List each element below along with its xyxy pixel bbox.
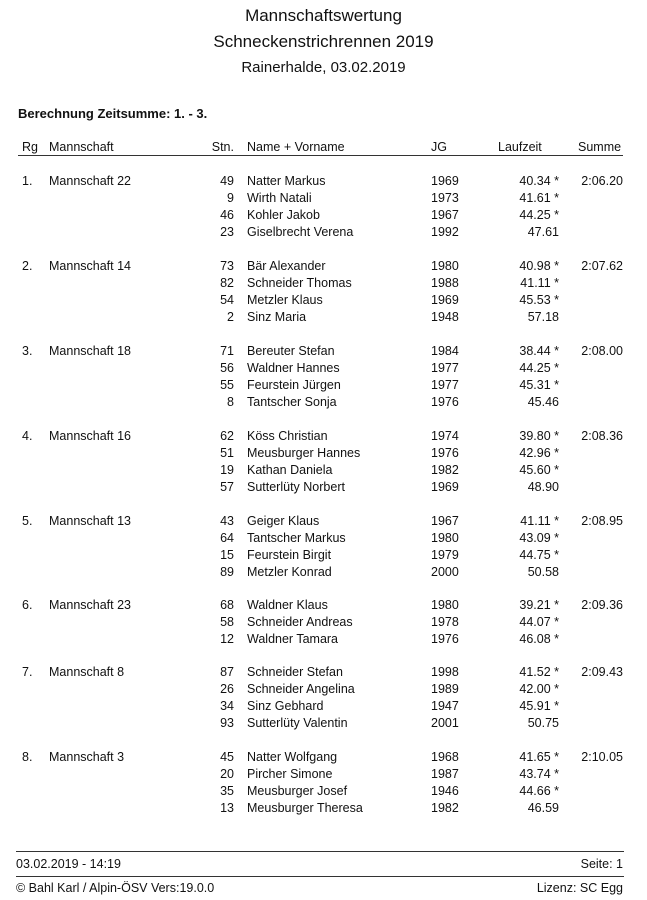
run-time: 50.58 <box>527 565 559 579</box>
athlete-name: Kohler Jakob <box>247 208 320 222</box>
table-row <box>0 446 647 463</box>
table-row <box>0 632 647 649</box>
team-block <box>0 750 647 818</box>
team-name: Mannschaft 3 <box>49 750 125 764</box>
run-time: 41.52 * <box>519 665 559 679</box>
athlete-name: Giselbrecht Verena <box>247 225 354 239</box>
birth-year: 1988 <box>431 276 459 290</box>
start-number: 57 <box>220 480 234 494</box>
birth-year: 1968 <box>431 750 459 764</box>
team-rank: 2. <box>22 259 33 273</box>
start-number: 51 <box>220 446 234 460</box>
start-number: 89 <box>220 565 234 579</box>
table-row <box>0 548 647 565</box>
table-row <box>0 598 647 615</box>
team-total: 2:10.05 <box>581 750 623 764</box>
birth-year: 1974 <box>431 429 459 443</box>
team-rank: 4. <box>22 429 33 443</box>
athlete-name: Schneider Angelina <box>247 682 355 696</box>
run-time: 44.75 * <box>519 548 559 562</box>
run-time: 45.91 * <box>519 699 559 713</box>
athlete-name: Sutterlüty Valentin <box>247 716 348 730</box>
column-header-start-number: Stn. <box>211 140 234 154</box>
birth-year: 1998 <box>431 665 459 679</box>
start-number: 34 <box>220 699 234 713</box>
run-time: 43.74 * <box>519 767 559 781</box>
column-header-team: Mannschaft <box>49 140 114 154</box>
birth-year: 1967 <box>431 208 459 222</box>
athlete-name: Metzler Klaus <box>247 293 323 307</box>
athlete-name: Tantscher Markus <box>247 531 346 545</box>
print-datetime: 03.02.2019 - 14:19 <box>16 857 121 871</box>
team-total: 2:08.00 <box>581 344 623 358</box>
birth-year: 1987 <box>431 767 459 781</box>
table-row <box>0 225 647 242</box>
column-header-row <box>0 140 647 156</box>
team-block <box>0 429 647 497</box>
run-time: 40.34 * <box>519 174 559 188</box>
start-number: 13 <box>220 801 234 815</box>
athlete-name: Natter Markus <box>247 174 326 188</box>
team-total: 2:08.95 <box>581 514 623 528</box>
athlete-name: Sinz Gebhard <box>247 699 324 713</box>
birth-year: 1984 <box>431 344 459 358</box>
run-time: 39.21 * <box>519 598 559 612</box>
birth-year: 1980 <box>431 259 459 273</box>
team-total: 2:06.20 <box>581 174 623 188</box>
column-header-total: Summe <box>578 140 622 154</box>
athlete-name: Feurstein Birgit <box>247 548 332 562</box>
table-row <box>0 259 647 276</box>
start-number: 62 <box>220 429 234 443</box>
table-row <box>0 429 647 446</box>
run-time: 45.53 * <box>519 293 559 307</box>
start-number: 56 <box>220 361 234 375</box>
team-block <box>0 344 647 412</box>
athlete-name: Geiger Klaus <box>247 514 320 528</box>
table-row <box>0 615 647 632</box>
start-number: 23 <box>220 225 234 239</box>
start-number: 15 <box>220 548 234 562</box>
athlete-name: Meusburger Hannes <box>247 446 361 460</box>
start-number: 55 <box>220 378 234 392</box>
team-name: Mannschaft 14 <box>49 259 131 273</box>
team-name: Mannschaft 13 <box>49 514 131 528</box>
run-time: 41.65 * <box>519 750 559 764</box>
birth-year: 1977 <box>431 378 459 392</box>
team-total: 2:09.36 <box>581 598 623 612</box>
run-time: 48.90 <box>527 480 559 494</box>
start-number: 49 <box>220 174 234 188</box>
table-row <box>0 174 647 191</box>
athlete-name: Waldner Hannes <box>247 361 340 375</box>
start-number: 45 <box>220 750 234 764</box>
run-time: 39.80 * <box>519 429 559 443</box>
athlete-name: Tantscher Sonja <box>247 395 337 409</box>
location-date: Rainerhalde, 03.02.2019 <box>241 59 406 76</box>
athlete-name: Meusburger Josef <box>247 784 348 798</box>
athlete-name: Sinz Maria <box>247 310 307 324</box>
team-name: Mannschaft 16 <box>49 429 131 443</box>
start-number: 93 <box>220 716 234 730</box>
run-time: 45.31 * <box>519 378 559 392</box>
table-row <box>0 565 647 582</box>
birth-year: 1946 <box>431 784 459 798</box>
table-row <box>0 682 647 699</box>
athlete-name: Bereuter Stefan <box>247 344 335 358</box>
run-time: 41.61 * <box>519 191 559 205</box>
team-total: 2:07.62 <box>581 259 623 273</box>
athlete-name: Pircher Simone <box>247 767 333 781</box>
run-time: 45.46 <box>527 395 559 409</box>
team-block <box>0 259 647 327</box>
table-row <box>0 480 647 497</box>
run-time: 41.11 * <box>520 276 559 290</box>
athlete-name: Bär Alexander <box>247 259 326 273</box>
start-number: 26 <box>220 682 234 696</box>
table-row <box>0 531 647 548</box>
run-time: 41.11 * <box>520 514 559 528</box>
athlete-name: Köss Christian <box>247 429 328 443</box>
table-row <box>0 310 647 327</box>
team-rank: 5. <box>22 514 33 528</box>
table-row <box>0 276 647 293</box>
start-number: 46 <box>220 208 234 222</box>
athlete-name: Kathan Daniela <box>247 463 333 477</box>
team-rank: 1. <box>22 174 33 188</box>
birth-year: 2001 <box>431 716 459 730</box>
athlete-name: Feurstein Jürgen <box>247 378 341 392</box>
birth-year: 1982 <box>431 801 459 815</box>
start-number: 8 <box>227 395 234 409</box>
athlete-name: Sutterlüty Norbert <box>247 480 345 494</box>
birth-year: 1992 <box>431 225 459 239</box>
athlete-name: Schneider Andreas <box>247 615 353 629</box>
team-rank: 8. <box>22 750 33 764</box>
table-row <box>0 395 647 412</box>
start-number: 82 <box>220 276 234 290</box>
table-row <box>0 750 647 767</box>
footer-divider-bottom <box>16 876 624 877</box>
license-text: Lizenz: SC Egg <box>536 881 623 895</box>
start-number: 71 <box>220 344 234 358</box>
birth-year: 1976 <box>431 395 459 409</box>
birth-year: 1969 <box>431 174 459 188</box>
run-time: 42.96 * <box>519 446 559 460</box>
run-time: 46.59 <box>527 801 559 815</box>
start-number: 9 <box>227 191 234 205</box>
table-row <box>0 361 647 378</box>
birth-year: 1969 <box>431 293 459 307</box>
run-time: 50.75 <box>527 716 559 730</box>
start-number: 73 <box>220 259 234 273</box>
run-time: 57.18 <box>527 310 559 324</box>
team-name: Mannschaft 23 <box>49 598 131 612</box>
run-time: 44.25 * <box>519 361 559 375</box>
birth-year: 1978 <box>431 615 459 629</box>
birth-year: 1979 <box>431 548 459 562</box>
start-number: 19 <box>220 463 234 477</box>
start-number: 2 <box>227 310 234 324</box>
birth-year: 1967 <box>431 514 459 528</box>
page-title: Mannschaftswertung <box>245 6 402 25</box>
table-row <box>0 344 647 361</box>
start-number: 58 <box>220 615 234 629</box>
run-time: 45.60 * <box>519 463 559 477</box>
athlete-name: Schneider Stefan <box>247 665 343 679</box>
birth-year: 1982 <box>431 463 459 477</box>
start-number: 35 <box>220 784 234 798</box>
column-header-name: Name + Vorname <box>247 140 345 154</box>
run-time: 42.00 * <box>519 682 559 696</box>
start-number: 87 <box>220 665 234 679</box>
birth-year: 1976 <box>431 446 459 460</box>
birth-year: 1977 <box>431 361 459 375</box>
team-rank: 6. <box>22 598 33 612</box>
run-time: 47.61 <box>527 225 559 239</box>
footer-divider-top <box>16 851 624 852</box>
athlete-name: Wirth Natali <box>247 191 312 205</box>
team-name: Mannschaft 18 <box>49 344 131 358</box>
start-number: 12 <box>220 632 234 646</box>
table-row <box>0 514 647 531</box>
run-time: 43.09 * <box>519 531 559 545</box>
athlete-name: Schneider Thomas <box>247 276 352 290</box>
birth-year: 1969 <box>431 480 459 494</box>
run-time: 38.44 * <box>519 344 559 358</box>
birth-year: 1973 <box>431 191 459 205</box>
table-row <box>0 784 647 801</box>
birth-year: 2000 <box>431 565 459 579</box>
birth-year: 1976 <box>431 632 459 646</box>
team-rank: 3. <box>22 344 33 358</box>
start-number: 64 <box>220 531 234 545</box>
team-rank: 7. <box>22 665 33 679</box>
birth-year: 1947 <box>431 699 459 713</box>
column-header-run-time: Laufzeit <box>498 140 542 154</box>
column-header-birth-year: JG <box>431 140 447 154</box>
header-divider <box>18 155 623 156</box>
team-block <box>0 174 647 242</box>
run-time: 40.98 * <box>519 259 559 273</box>
team-total: 2:08.36 <box>581 429 623 443</box>
run-time: 44.66 * <box>519 784 559 798</box>
athlete-name: Natter Wolfgang <box>247 750 338 764</box>
calculation-label: Berechnung Zeitsumme: 1. - 3. <box>18 106 208 121</box>
start-number: 68 <box>220 598 234 612</box>
run-time: 44.25 * <box>519 208 559 222</box>
start-number: 43 <box>220 514 234 528</box>
table-row <box>0 699 647 716</box>
table-row <box>0 463 647 480</box>
table-row <box>0 378 647 395</box>
table-row <box>0 716 647 733</box>
team-name: Mannschaft 22 <box>49 174 131 188</box>
run-time: 46.08 * <box>519 632 559 646</box>
athlete-name: Waldner Tamara <box>247 632 339 646</box>
table-row <box>0 801 647 818</box>
birth-year: 1989 <box>431 682 459 696</box>
event-name: Schneckenstrichrennen 2019 <box>213 32 434 51</box>
table-row <box>0 208 647 225</box>
table-row <box>0 767 647 784</box>
team-block <box>0 598 647 649</box>
birth-year: 1980 <box>431 531 459 545</box>
table-row <box>0 665 647 682</box>
birth-year: 1980 <box>431 598 459 612</box>
column-header-rank: Rg <box>22 140 38 154</box>
team-name: Mannschaft 8 <box>49 665 125 679</box>
table-row <box>0 191 647 208</box>
run-time: 44.07 * <box>519 615 559 629</box>
athlete-name: Meusburger Theresa <box>247 801 363 815</box>
team-total: 2:09.43 <box>581 665 623 679</box>
birth-year: 1948 <box>431 310 459 324</box>
team-block <box>0 514 647 582</box>
team-block <box>0 665 647 733</box>
start-number: 54 <box>220 293 234 307</box>
table-row <box>0 293 647 310</box>
page-number: Seite: 1 <box>580 857 623 871</box>
athlete-name: Waldner Klaus <box>247 598 328 612</box>
start-number: 20 <box>220 767 234 781</box>
athlete-name: Metzler Konrad <box>247 565 332 579</box>
copyright-text: © Bahl Karl / Alpin-ÖSV Vers:19.0.0 <box>16 881 215 895</box>
